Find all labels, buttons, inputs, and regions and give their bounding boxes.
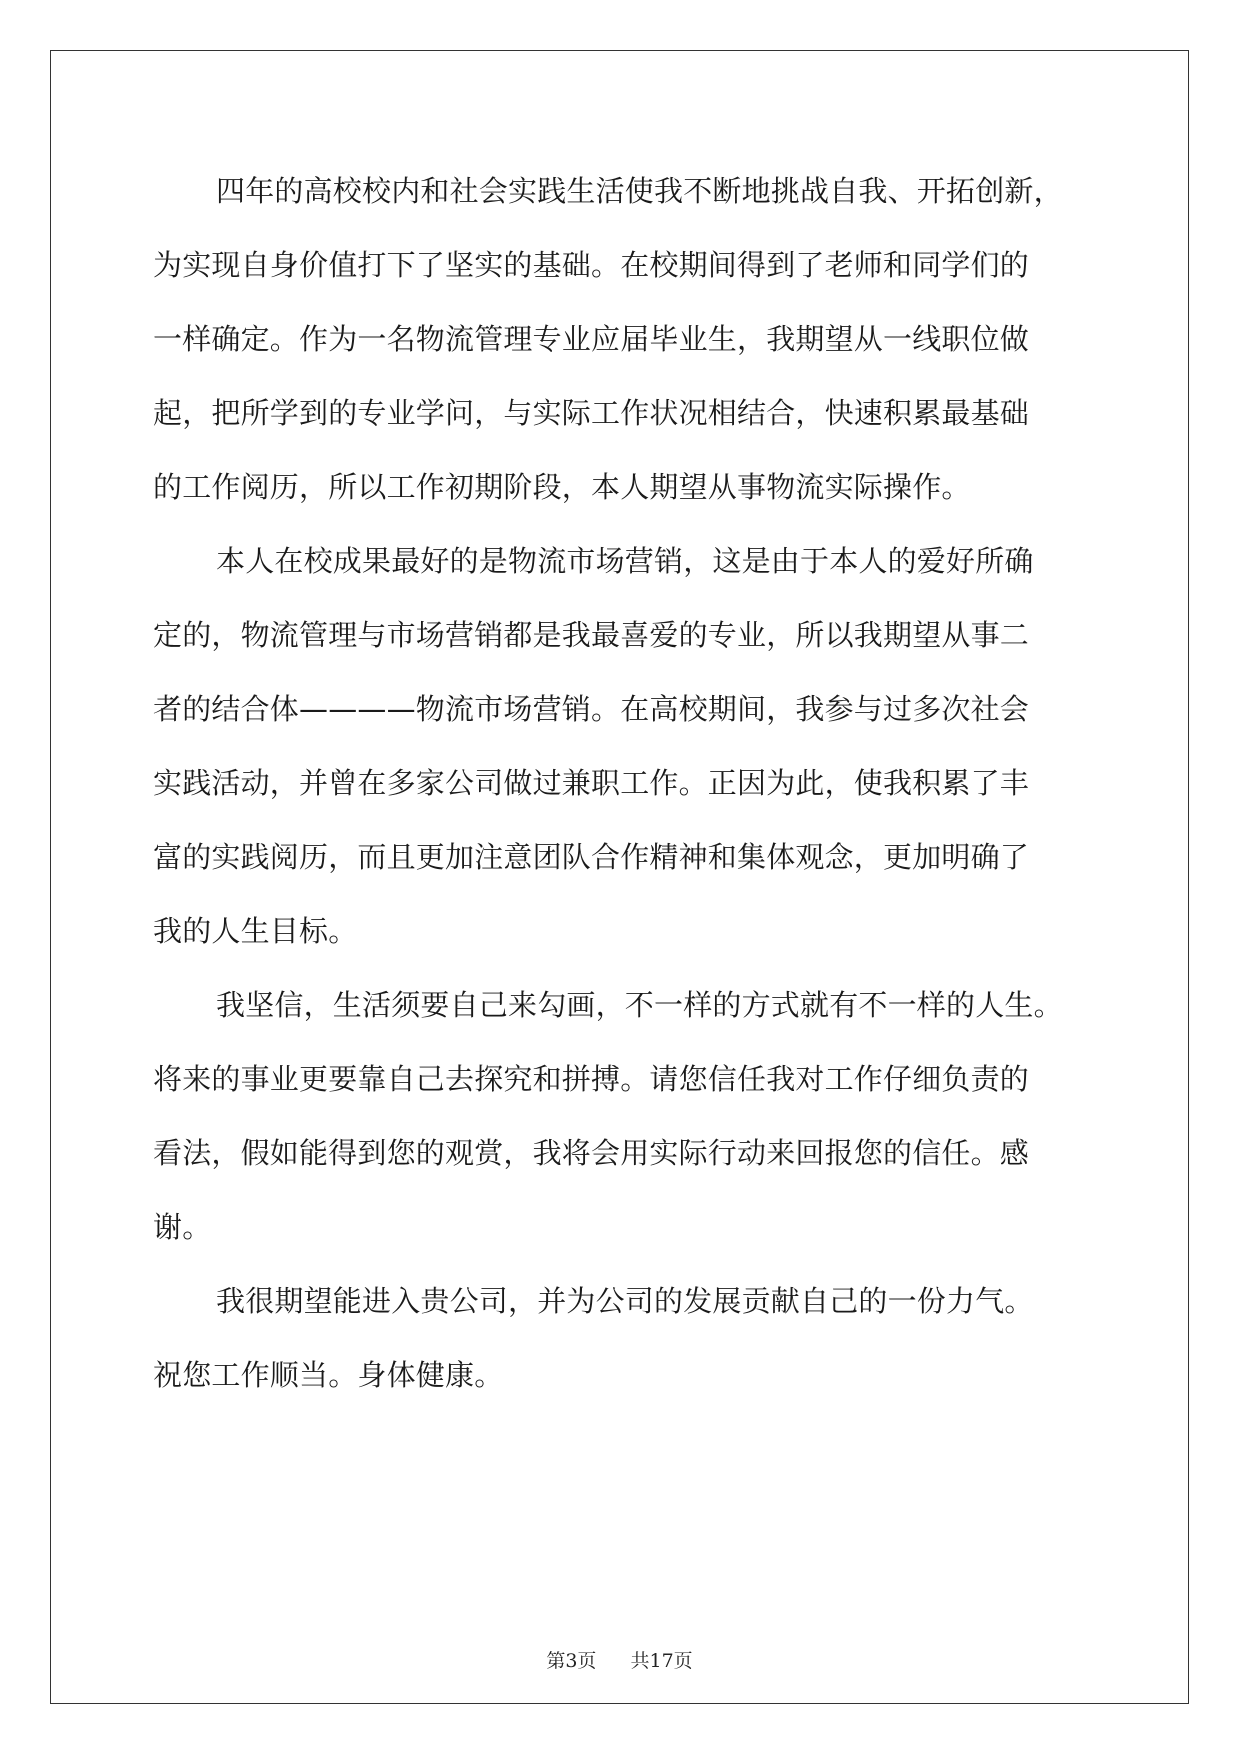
paragraph-3-line-1: 我坚信，生活须要自己来勾画，不一样的方式就有不一样的人生。 [216, 988, 1063, 1022]
paragraph-2-line-1: 本人在校成果最好的是物流市场营销，这是由于本人的爱好所确 [216, 544, 1034, 578]
paragraph-1-line-4: 起，把所学到的专业学问，与实际工作状况相结合，快速积累最基础 [153, 396, 1030, 430]
paragraph-4-line-1: 我很期望能进入贵公司，并为公司的发展贡献自己的一份力气。 [216, 1284, 1034, 1318]
paragraph-1-line-1: 四年的高校校内和社会实践生活使我不断地挑战自我、开拓创新， [216, 174, 1063, 208]
page-frame [50, 50, 1189, 1704]
paragraph-2-line-2: 定的，物流管理与市场营销都是我最喜爱的专业，所以我期望从事二 [153, 618, 1030, 652]
body-text [51, 51, 1188, 1703]
paragraph-1-line-5: 的工作阅历，所以工作初期阶段，本人期望从事物流实际操作。 [153, 470, 971, 504]
paragraph-3-line-3: 看法，假如能得到您的观赏，我将会用实际行动来回报您的信任。感 [153, 1136, 1030, 1170]
paragraph-3-line-4: 谢。 [153, 1210, 212, 1244]
paragraph-2-line-6: 我的人生目标。 [153, 914, 358, 948]
page-footer [51, 1646, 1188, 1673]
paragraph-2-line-5: 富的实践阅历，而且更加注意团队合作精神和集体观念，更加明确了 [153, 840, 1030, 874]
paragraph-1-line-2: 为实现自身价值打下了坚实的基础。在校期间得到了老师和同学们的 [153, 248, 1030, 282]
paragraph-4-line-2: 祝您工作顺当。身体健康。 [153, 1358, 504, 1392]
paragraph-2-line-3: 者的结合体————物流市场营销。在高校期间，我参与过多次社会 [153, 692, 1030, 726]
page-total: 共17页 [630, 1650, 693, 1672]
paragraph-2-line-4: 实践活动，并曾在多家公司做过兼职工作。正因为此，使我积累了丰 [153, 766, 1030, 800]
paragraph-3-line-2: 将来的事业更要靠自己去探究和拼搏。请您信任我对工作仔细负责的 [153, 1062, 1030, 1096]
paragraph-1-line-3: 一样确定。作为一名物流管理专业应届毕业生，我期望从一线职位做 [153, 322, 1030, 356]
page-number: 第3页 [546, 1650, 597, 1672]
